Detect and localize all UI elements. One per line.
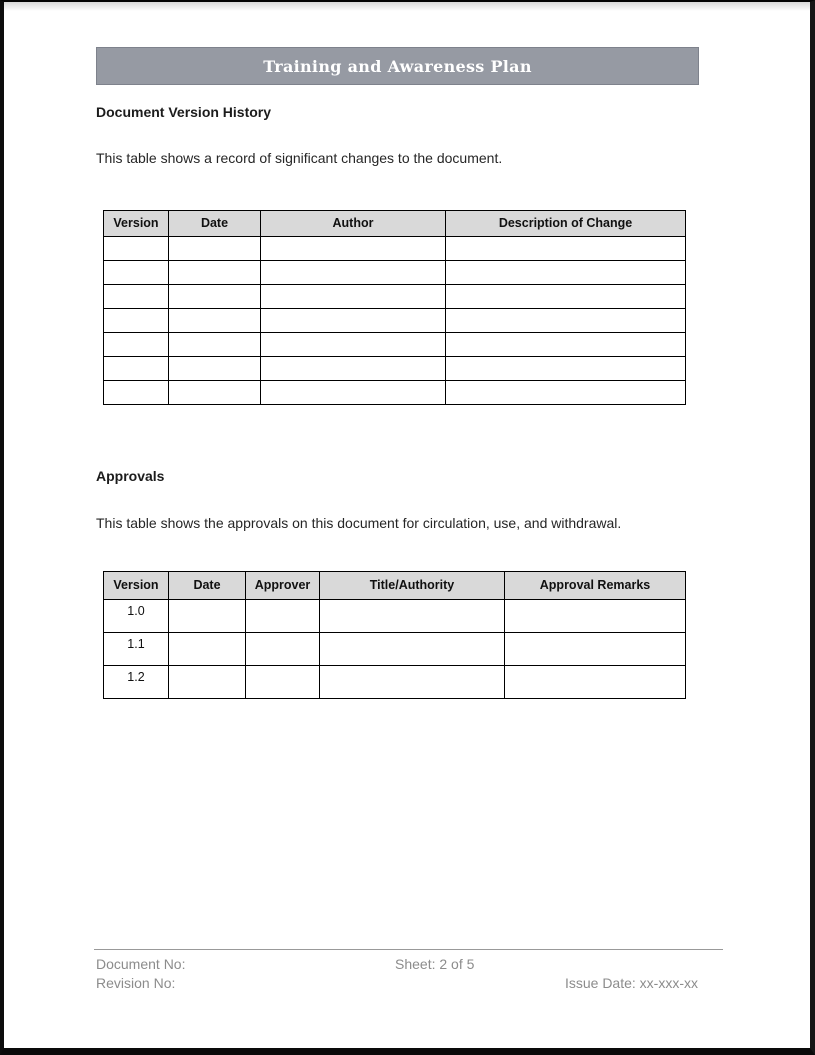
table-row	[104, 237, 686, 261]
column-header: Author	[261, 211, 446, 237]
table-cell	[446, 261, 686, 285]
table-cell	[104, 285, 169, 309]
header-row	[104, 572, 686, 600]
table-cell	[261, 333, 446, 357]
column-header: Date	[169, 572, 246, 600]
column-header: Version	[104, 572, 169, 600]
table-cell	[169, 666, 246, 699]
issue-date-label: Issue Date: xx-xxx-xx	[564, 974, 698, 991]
header-row	[104, 211, 686, 237]
document-title: Training and Awareness Plan	[263, 56, 532, 76]
table-row	[104, 666, 686, 699]
column-header: Approval Remarks	[505, 572, 686, 600]
table-cell: 1.0	[104, 600, 169, 633]
table-row	[104, 381, 686, 405]
table-cell	[169, 285, 261, 309]
version-history-description: This table shows a record of significant changes to the document.	[96, 150, 503, 166]
sheet-number: Sheet: 2 of 5	[395, 956, 475, 972]
table-row	[104, 309, 686, 333]
table-cell	[446, 285, 686, 309]
table-cell	[104, 237, 169, 261]
table-cell	[104, 333, 169, 357]
table-cell	[505, 600, 686, 633]
table-cell	[320, 600, 505, 633]
document-no-label: Document No:	[96, 956, 186, 972]
version-history-table	[103, 210, 686, 405]
table-cell	[169, 309, 261, 333]
table-row	[104, 261, 686, 285]
table-row	[104, 285, 686, 309]
table-cell	[320, 633, 505, 666]
table-cell	[104, 381, 169, 405]
table-cell	[261, 381, 446, 405]
column-header: Title/Authority	[320, 572, 505, 600]
table-cell	[320, 666, 505, 699]
table-cell	[261, 261, 446, 285]
table-cell: 1.1	[104, 633, 169, 666]
table-row	[104, 600, 686, 633]
table-cell	[261, 309, 446, 333]
table-cell	[169, 237, 261, 261]
table-cell	[246, 600, 320, 633]
table-row	[104, 357, 686, 381]
footer-divider	[94, 949, 723, 950]
column-header: Description of Change	[446, 211, 686, 237]
footer-row-1	[96, 955, 698, 974]
footer-row-2	[96, 974, 698, 993]
table-cell	[505, 666, 686, 699]
table-cell	[446, 237, 686, 261]
table-cell	[104, 261, 169, 285]
table-row	[104, 633, 686, 666]
version-history-heading: Document Version History	[96, 104, 272, 120]
revision-no-label: Revision No:	[96, 974, 176, 991]
column-header: Date	[169, 211, 261, 237]
table-cell	[446, 309, 686, 333]
approvals-heading: Approvals	[96, 468, 165, 484]
approvals-table	[103, 571, 686, 699]
table-cell	[446, 357, 686, 381]
document-title-bar	[96, 47, 699, 85]
table-cell	[104, 309, 169, 333]
page-top-shadow	[4, 2, 810, 11]
table-cell	[505, 633, 686, 666]
table-cell	[169, 633, 246, 666]
table-cell	[169, 381, 261, 405]
table-cell	[261, 357, 446, 381]
table-cell	[169, 600, 246, 633]
approvals-description: This table shows the approvals on this document for circulation, use, and withdrawal.	[96, 515, 622, 531]
table-cell	[246, 666, 320, 699]
table-cell	[169, 357, 261, 381]
table-cell	[446, 333, 686, 357]
table-cell	[246, 633, 320, 666]
table-cell: 1.2	[104, 666, 169, 699]
table-cell	[169, 261, 261, 285]
column-header: Approver	[246, 572, 320, 600]
table-row	[104, 333, 686, 357]
column-header: Version	[104, 211, 169, 237]
table-cell	[104, 357, 169, 381]
page-footer	[96, 955, 698, 992]
table-cell	[261, 285, 446, 309]
table-cell	[261, 237, 446, 261]
table-cell	[446, 381, 686, 405]
table-cell	[169, 333, 261, 357]
